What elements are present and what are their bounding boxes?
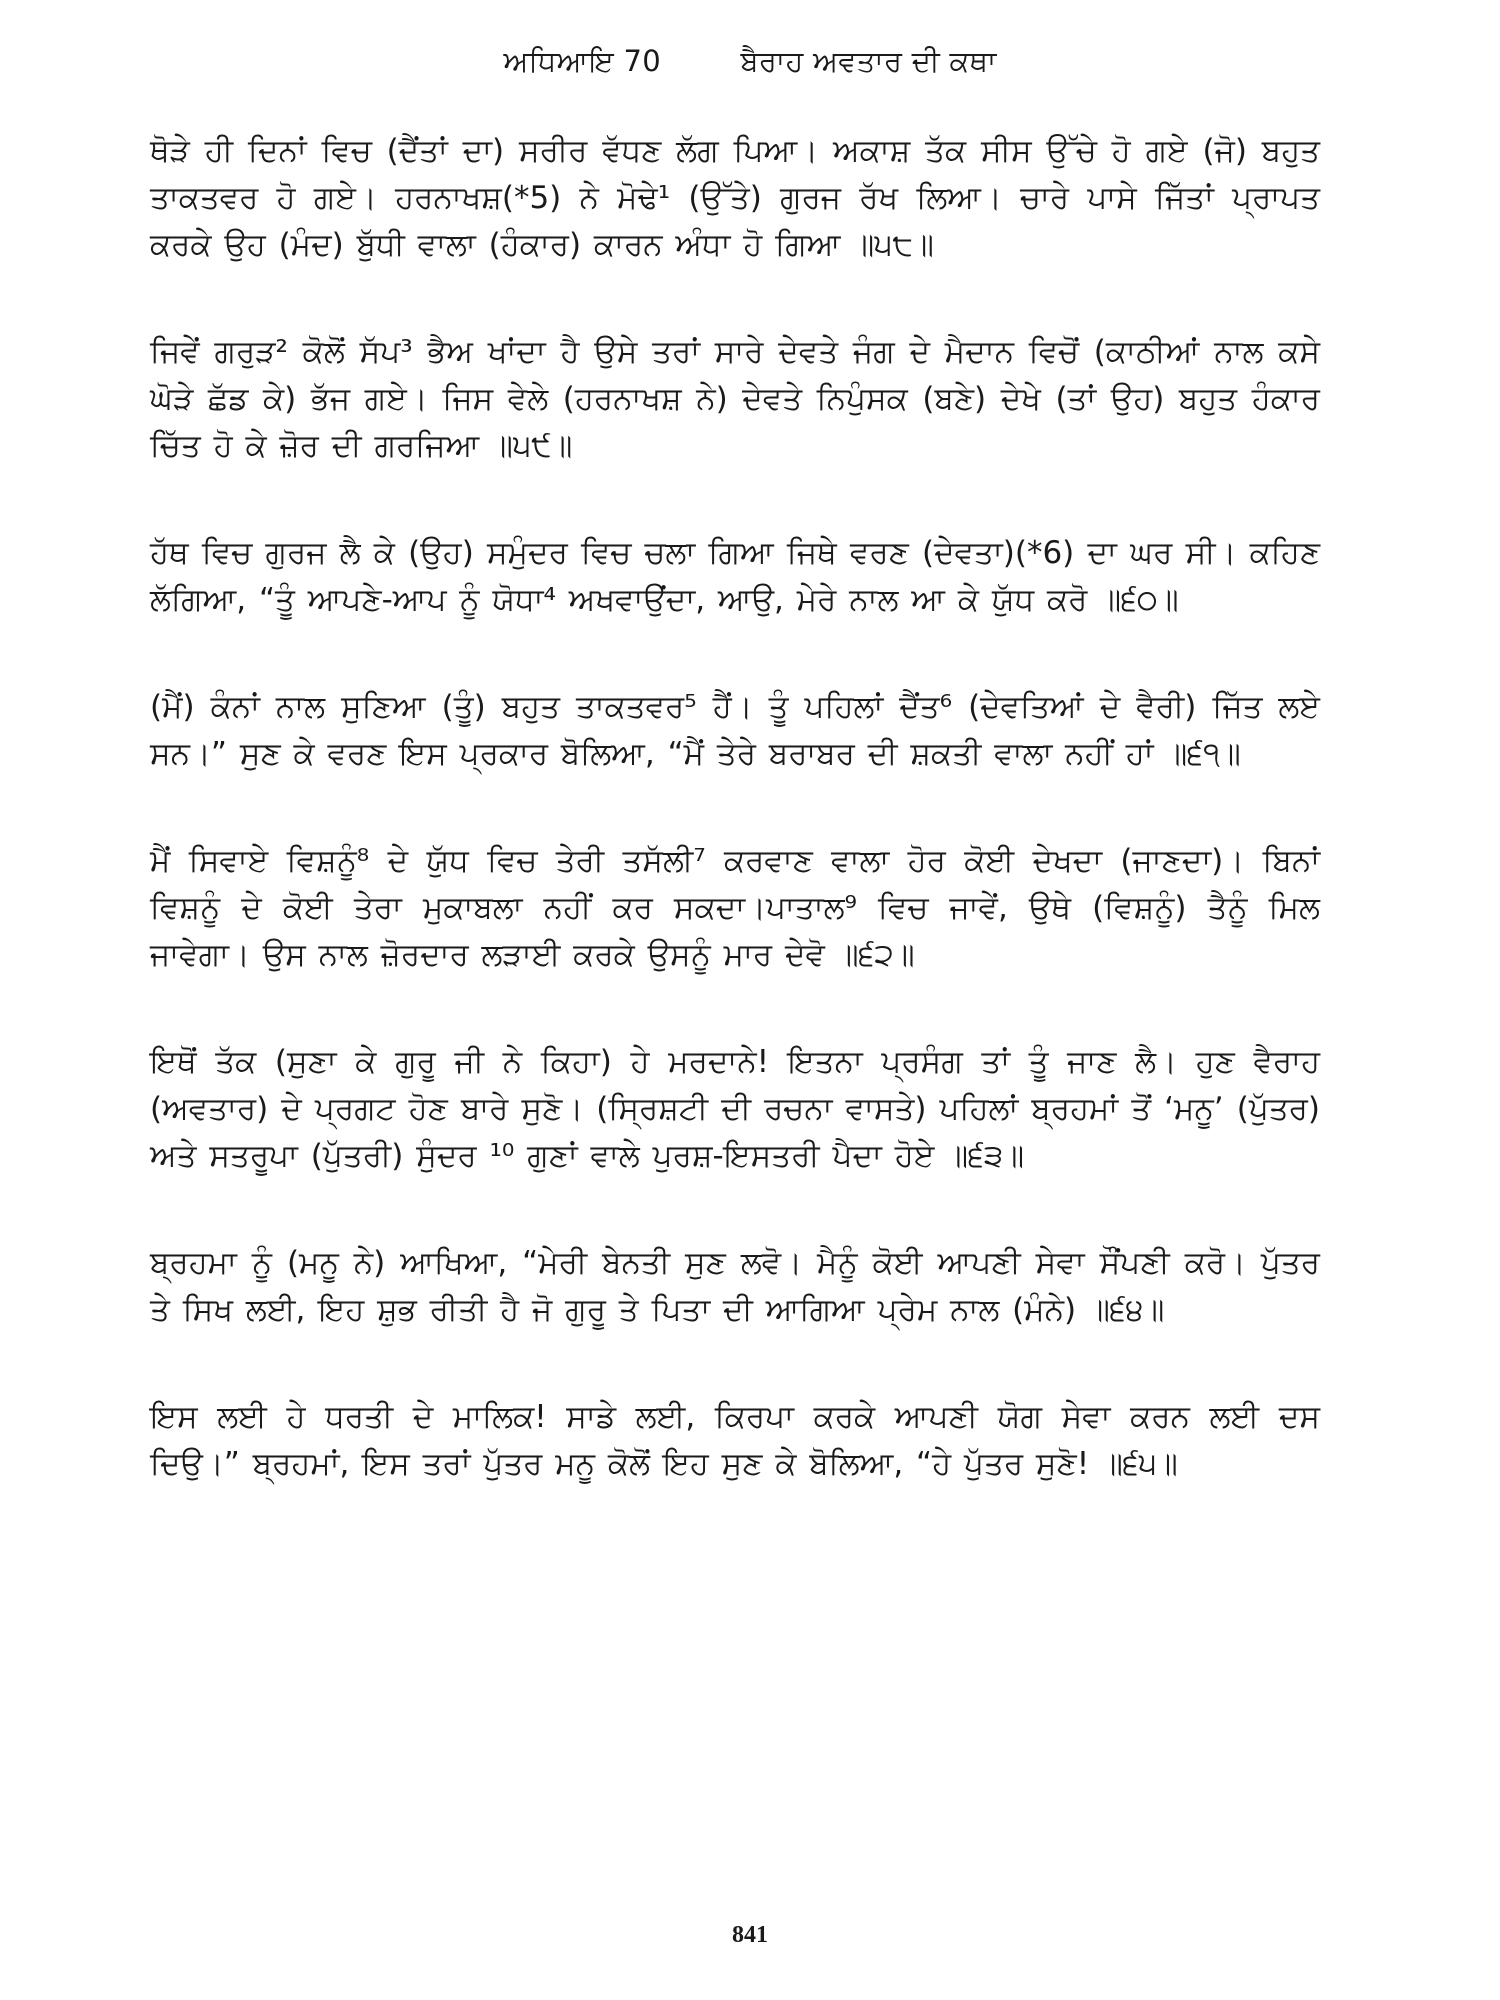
page-number: 841 — [732, 1922, 768, 1948]
page-body — [150, 128, 1320, 1548]
verse-paragraph — [150, 838, 1320, 979]
verse-paragraph — [150, 1039, 1320, 1180]
verse-text: ਥੋੜੇ ਹੀ ਦਿਨਾਂ ਵਿਚ (ਦੈਂਤਾਂ ਦਾ) ਸਰੀਰ ਵੱਧਣ ਲੱਗ ਪਿਆ। ਅਕਾਸ਼ ਤੱਕ ਸੀਸ ਉੱਚੇ ਹੋ ਗਏ (ਜੋ) ਬਹੁਤ ਤਾਕਤਵਰ ਹੋ ਗਏ। ਹਰਨਾਖਸ਼(*5) ਨੇ ਮੋਢੇ¹ (ਉੱਤੇ) ਗੁਰਜ ਰੱਖ ਲਿਆ। ਚਾਰੇ ਪਾਸੇ ਜਿੱਤਾਂ ਪ੍ਰਾਪਤ ਕਰਕੇ ਉਹ (ਮੰਦ) ਬੁੱਧੀ ਵਾਲਾ (ਹੰਕਾਰ) ਕਾਰਨ ਅੰਧਾ ਹੋ ਗਿਆ ॥੫੮॥ — [150, 133, 1320, 263]
verse-paragraph — [150, 530, 1320, 624]
verse-paragraph — [150, 128, 1320, 269]
verse-text: (ਮੈਂ) ਕੰਨਾਂ ਨਾਲ ਸੁਣਿਆ (ਤੂੰ) ਬਹੁਤ ਤਾਕਤਵਰ⁵ ਹੈਂ। ਤੂੰ ਪਹਿਲਾਂ ਦੈਂਤ⁶ (ਦੇਵਤਿਆਂ ਦੇ ਵੈਰੀ) ਜਿੱਤ ਲਏ ਸਨ।” ਸੁਣ ਕੇ ਵਰਣ ਇਸ ਪ੍ਰਕਾਰ ਬੋਲਿਆ, “ਮੈਂ ਤੇਰੇ ਬਰਾਬਰ ਦੀ ਸ਼ਕਤੀ ਵਾਲਾ ਨਹੀਂ ਹਾਂ ॥੬੧॥ — [150, 689, 1320, 772]
page-header — [0, 44, 1500, 79]
chapter-label: ਅਧਿਆਇ 70 — [503, 44, 661, 78]
verse-text: ਬ੍ਰਹਮਾ ਨੂੰ (ਮਨੂ ਨੇ) ਆਖਿਆ, “ਮੇਰੀ ਬੇਨਤੀ ਸੁਣ ਲਵੋ। ਮੈਨੂੰ ਕੋਈ ਆਪਣੀ ਸੇਵਾ ਸੌਂਪਣੀ ਕਰੋ। ਪੁੱਤਰ ਤੇ ਸਿਖ ਲਈ, ਇਹ ਸ਼ੁਭ ਰੀਤੀ ਹੈ ਜੋ ਗੁਰੂ ਤੇ ਪਿਤਾ ਦੀ ਆਗਿਆ ਪ੍ਰੇਮ ਨਾਲ (ਮੰਨੇ) ॥੬੪॥ — [150, 1245, 1320, 1328]
verse-paragraph — [150, 684, 1320, 778]
verse-paragraph — [150, 329, 1320, 470]
verse-text: ਇਥੋਂ ਤੱਕ (ਸੁਣਾ ਕੇ ਗੁਰੂ ਜੀ ਨੇ ਕਿਹਾ) ਹੇ ਮਰਦਾਨੇ! ਇਤਨਾ ਪ੍ਰਸੰਗ ਤਾਂ ਤੂੰ ਜਾਣ ਲੈ। ਹੁਣ ਵੈਰਾਹ (ਅਵਤਾਰ) ਦੇ ਪ੍ਰਗਟ ਹੋਣ ਬਾਰੇ ਸੁਣੋ। (ਸ੍ਰਿਸ਼ਟੀ ਦੀ ਰਚਨਾ ਵਾਸਤੇ) ਪਹਿਲਾਂ ਬ੍ਰਹਮਾਂ ਤੋਂ ‘ਮਨੂ’ (ਪੁੱਤਰ) ਅਤੇ ਸਤਰੂਪਾ (ਪੁੱਤਰੀ) ਸੁੰਦਰ ¹⁰ ਗੁਣਾਂ ਵਾਲੇ ਪੁਰਸ਼-ਇਸਤਰੀ ਪੈਦਾ ਹੋਏ ॥੬੩॥ — [150, 1044, 1320, 1174]
verse-text: ਜਿਵੇਂ ਗਰੁੜ² ਕੋਲੋਂ ਸੱਪ³ ਭੈਅ ਖਾਂਦਾ ਹੈ ਉਸੇ ਤਰਾਂ ਸਾਰੇ ਦੇਵਤੇ ਜੰਗ ਦੇ ਮੈਦਾਨ ਵਿਚੋਂ (ਕਾਠੀਆਂ ਨਾਲ ਕਸੇ ਘੋੜੇ ਛੱਡ ਕੇ) ਭੱਜ ਗਏ। ਜਿਸ ਵੇਲੇ (ਹਰਨਾਖਸ਼ ਨੇ) ਦੇਵਤੇ ਨਿਪੁੰਸਕ (ਬਣੇ) ਦੇਖੇ (ਤਾਂ ਉਹ) ਬਹੁਤ ਹੰਕਾਰ ਚਿੱਤ ਹੋ ਕੇ ਜ਼ੋਰ ਦੀ ਗਰਜਿਆ ॥੫੯॥ — [150, 334, 1320, 464]
verse-text: ਮੈਂ ਸਿਵਾਏ ਵਿਸ਼ਨੂੰ⁸ ਦੇ ਯੁੱਧ ਵਿਚ ਤੇਰੀ ਤਸੱਲੀ⁷ ਕਰਵਾਣ ਵਾਲਾ ਹੋਰ ਕੋਈ ਦੇਖਦਾ (ਜਾਣਦਾ)। ਬਿਨਾਂ ਵਿਸ਼ਨੂੰ ਦੇ ਕੋਈ ਤੇਰਾ ਮੁਕਾਬਲਾ ਨਹੀਂ ਕਰ ਸਕਦਾ।ਪਾਤਾਲ⁹ ਵਿਚ ਜਾਵੇਂ, ਉਥੇ (ਵਿਸ਼ਨੂੰ) ਤੈਨੂੰ ਮਿਲ ਜਾਵੇਗਾ। ਉਸ ਨਾਲ ਜ਼ੋਰਦਾਰ ਲੜਾਈ ਕਰਕੇ ਉਸਨੂੰ ਮਾਰ ਦੇਵੋ ॥੬੨॥ — [150, 843, 1320, 973]
verse-paragraph — [150, 1394, 1320, 1488]
verse-text: ਇਸ ਲਈ ਹੇ ਧਰਤੀ ਦੇ ਮਾਲਿਕ! ਸਾਡੇ ਲਈ, ਕਿਰਪਾ ਕਰਕੇ ਆਪਣੀ ਯੋਗ ਸੇਵਾ ਕਰਨ ਲਈ ਦਸ ਦਿਉ।” ਬ੍ਰਹਮਾਂ, ਇਸ ਤਰਾਂ ਪੁੱਤਰ ਮਨੂ ਕੋਲੋਂ ਇਹ ਸੁਣ ਕੇ ਬੋਲਿਆ, “ਹੇ ਪੁੱਤਰ ਸੁਣੋ! ॥੬੫॥ — [150, 1399, 1320, 1482]
chapter-title: ਬੈਰਾਹ ਅਵਤਾਰ ਦੀ ਕਥਾ — [740, 44, 997, 78]
verse-text: ਹੱਥ ਵਿਚ ਗੁਰਜ ਲੈ ਕੇ (ਉਹ) ਸਮੁੰਦਰ ਵਿਚ ਚਲਾ ਗਿਆ ਜਿਥੇ ਵਰਣ (ਦੇਵਤਾ)(*6) ਦਾ ਘਰ ਸੀ। ਕਹਿਣ ਲੱਗਿਆ, “ਤੂੰ ਆਪਣੇ-ਆਪ ਨੂੰ ਯੋਧਾ⁴ ਅਖਵਾਉਂਦਾ, ਆਉ, ਮੇਰੇ ਨਾਲ ਆ ਕੇ ਯੁੱਧ ਕਰੋ ॥੬੦॥ — [150, 535, 1320, 618]
verse-paragraph — [150, 1240, 1320, 1334]
